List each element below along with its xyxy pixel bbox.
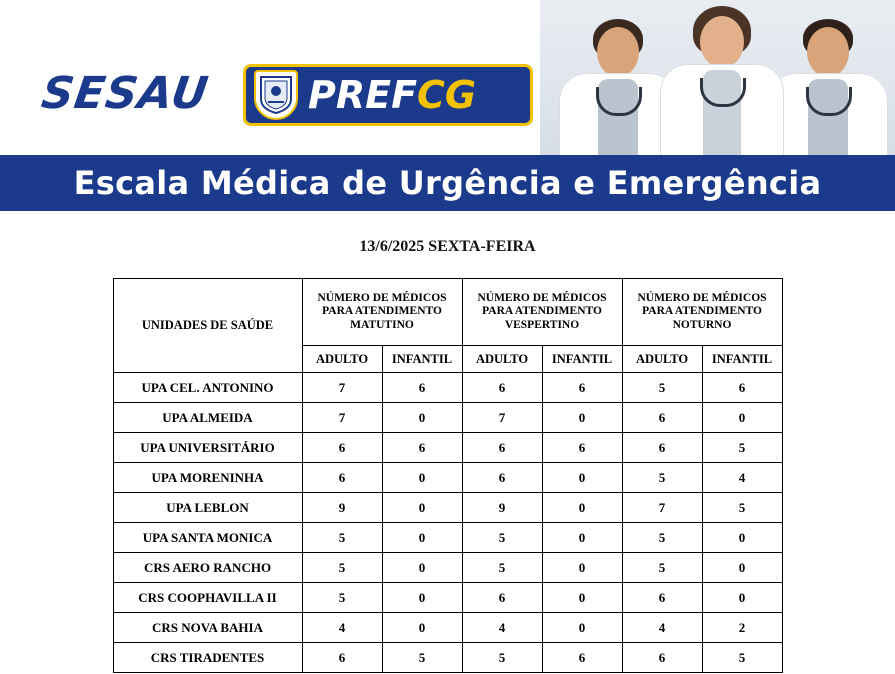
row-cell: 6 xyxy=(542,433,622,463)
row-cell: 0 xyxy=(542,523,622,553)
row-cell: 5 xyxy=(622,523,702,553)
row-cell: 6 xyxy=(302,433,382,463)
row-cell: 0 xyxy=(702,403,782,433)
table-row xyxy=(113,403,782,433)
row-cell: 5 xyxy=(382,643,462,673)
row-cell: 7 xyxy=(302,403,382,433)
table-row xyxy=(113,643,782,673)
row-cell: 6 xyxy=(382,373,462,403)
row-cell: 0 xyxy=(702,553,782,583)
row-cell: 0 xyxy=(542,553,622,583)
row-cell: 0 xyxy=(382,553,462,583)
row-cell: 7 xyxy=(462,403,542,433)
row-cell: 6 xyxy=(302,643,382,673)
row-cell: 6 xyxy=(382,433,462,463)
row-cell: 5 xyxy=(462,553,542,583)
row-cell: 6 xyxy=(462,463,542,493)
column-header-vespertino-adulto: ADULTO xyxy=(462,346,542,373)
title-bar xyxy=(0,155,895,211)
table-header-row-groups xyxy=(113,279,782,346)
doctor-center xyxy=(658,6,786,155)
column-header-group-noturno: NÚMERO DE MÉDICOS PARA ATENDIMENTO NOTURNO xyxy=(622,279,782,346)
table-row xyxy=(113,553,782,583)
row-cell: 6 xyxy=(462,433,542,463)
row-cell: 5 xyxy=(302,583,382,613)
row-cell: 5 xyxy=(702,643,782,673)
column-header-matutino-infantil: INFANTIL xyxy=(382,346,462,373)
row-cell: 0 xyxy=(542,403,622,433)
table-row xyxy=(113,583,782,613)
column-header-noturno-infantil: INFANTIL xyxy=(702,346,782,373)
row-cell: 6 xyxy=(622,583,702,613)
row-cell: 5 xyxy=(302,523,382,553)
date-label: 13/6/2025 SEXTA-FEIRA xyxy=(359,238,536,255)
row-cell: 6 xyxy=(702,373,782,403)
row-cell: 4 xyxy=(702,463,782,493)
row-cell: 6 xyxy=(302,463,382,493)
row-cell: 5 xyxy=(622,373,702,403)
row-unit-name: CRS COOPHAVILLA II xyxy=(113,583,302,613)
row-cell: 0 xyxy=(542,583,622,613)
row-cell: 0 xyxy=(382,613,462,643)
row-unit-name: UPA SANTA MONICA xyxy=(113,523,302,553)
column-header-units: UNIDADES DE SAÚDE xyxy=(113,279,302,373)
row-cell: 6 xyxy=(622,403,702,433)
doctors-photo xyxy=(540,0,895,155)
table-header xyxy=(113,279,782,373)
pref-text: PREF xyxy=(308,73,418,117)
row-cell: 6 xyxy=(542,643,622,673)
sesau-logo: SESAU xyxy=(38,68,212,119)
table-row xyxy=(113,373,782,403)
row-unit-name: UPA CEL. ANTONINO xyxy=(113,373,302,403)
prefcg-logo xyxy=(243,64,533,126)
row-cell: 0 xyxy=(702,583,782,613)
row-cell: 6 xyxy=(462,373,542,403)
row-cell: 4 xyxy=(462,613,542,643)
column-header-group-matutino: NÚMERO DE MÉDICOS PARA ATENDIMENTO MATUTINO xyxy=(302,279,462,346)
row-cell: 6 xyxy=(462,583,542,613)
schedule-table xyxy=(113,278,783,673)
row-cell: 5 xyxy=(702,433,782,463)
column-header-noturno-adulto: ADULTO xyxy=(622,346,702,373)
row-cell: 0 xyxy=(382,523,462,553)
page-header xyxy=(0,0,895,155)
row-unit-name: UPA MORENINHA xyxy=(113,463,302,493)
table-row xyxy=(113,493,782,523)
brasao-icon xyxy=(254,70,298,120)
column-header-vespertino-infantil: INFANTIL xyxy=(542,346,622,373)
row-cell: 0 xyxy=(382,403,462,433)
cg-text: CG xyxy=(417,73,477,117)
row-cell: 0 xyxy=(382,583,462,613)
table-body xyxy=(113,373,782,673)
row-cell: 9 xyxy=(462,493,542,523)
table-row xyxy=(113,433,782,463)
row-unit-name: UPA UNIVERSITÁRIO xyxy=(113,433,302,463)
row-cell: 0 xyxy=(382,493,462,523)
row-cell: 9 xyxy=(302,493,382,523)
row-cell: 5 xyxy=(302,553,382,583)
row-cell: 2 xyxy=(702,613,782,643)
row-cell: 4 xyxy=(302,613,382,643)
row-cell: 5 xyxy=(622,553,702,583)
table-row xyxy=(113,463,782,493)
row-unit-name: CRS NOVA BAHIA xyxy=(113,613,302,643)
row-cell: 0 xyxy=(542,613,622,643)
row-cell: 5 xyxy=(622,463,702,493)
row-cell: 6 xyxy=(622,433,702,463)
row-unit-name: CRS AERO RANCHO xyxy=(113,553,302,583)
prefcg-wordmark xyxy=(308,73,477,117)
row-cell: 5 xyxy=(462,523,542,553)
row-cell: 5 xyxy=(462,643,542,673)
row-unit-name: UPA LEBLON xyxy=(113,493,302,523)
row-cell: 0 xyxy=(542,463,622,493)
row-cell: 4 xyxy=(622,613,702,643)
row-cell: 5 xyxy=(702,493,782,523)
table-row xyxy=(113,613,782,643)
row-cell: 0 xyxy=(702,523,782,553)
row-cell: 6 xyxy=(542,373,622,403)
column-header-group-vespertino: NÚMERO DE MÉDICOS PARA ATENDIMENTO VESPERTINO xyxy=(462,279,622,346)
row-unit-name: CRS TIRADENTES xyxy=(113,643,302,673)
row-cell: 6 xyxy=(622,643,702,673)
row-cell: 0 xyxy=(382,463,462,493)
row-unit-name: UPA ALMEIDA xyxy=(113,403,302,433)
schedule-table-wrap xyxy=(0,278,895,673)
column-header-matutino-adulto: ADULTO xyxy=(302,346,382,373)
page-title: Escala Médica de Urgência e Emergência xyxy=(73,164,822,202)
row-cell: 7 xyxy=(622,493,702,523)
row-cell: 7 xyxy=(302,373,382,403)
table-row xyxy=(113,523,782,553)
row-cell: 0 xyxy=(542,493,622,523)
